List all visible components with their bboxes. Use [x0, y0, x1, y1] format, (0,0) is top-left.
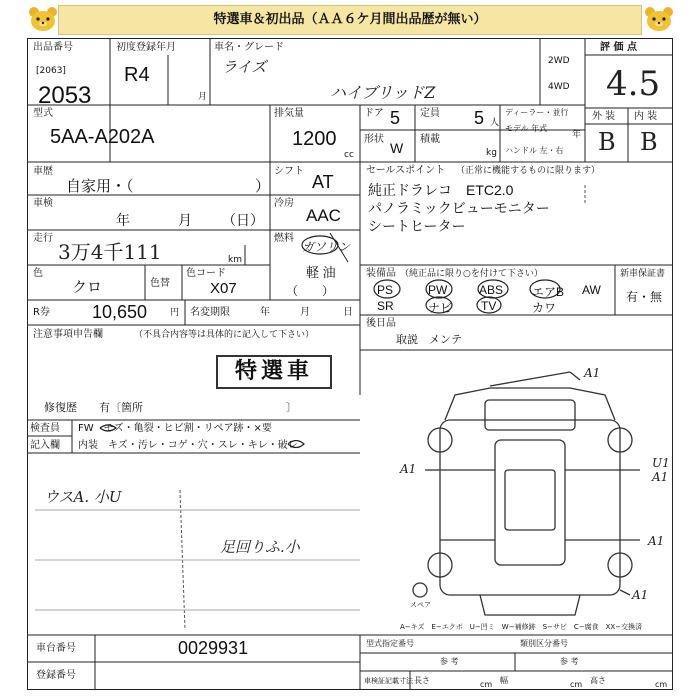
body-value: W — [390, 140, 404, 156]
equip-abs: ABS — [479, 283, 504, 297]
type-designation-label: 型式指定番号 — [366, 639, 414, 648]
model-year-unit: 年 — [572, 130, 582, 140]
notes-label: 注意事項申告欄 — [33, 329, 103, 340]
mileage-unit: km — [228, 255, 242, 265]
new-warranty-label: 新車保証書 — [620, 269, 666, 279]
shift-value: AT — [312, 172, 334, 192]
fuel-other: （ ） — [286, 284, 335, 298]
color-label: 色 — [33, 268, 43, 279]
damage-legend: A−キズ E−エクボ U−凹ミ W−補修跡 S−サビ C−腐食 XX−交換済 — [400, 623, 643, 631]
equip-airbag: エアB — [532, 285, 565, 299]
reg-limit-month: 月 — [300, 307, 310, 318]
damage-mark: A1 — [652, 470, 669, 484]
inspection-year: 年 — [116, 212, 130, 228]
class-number-label: 類別区分番号 — [520, 639, 568, 648]
door-label: ドア — [364, 108, 384, 119]
equip-ps: PS — [377, 283, 394, 297]
reg-limit-day: 日 — [343, 307, 353, 318]
car-diagram — [413, 372, 640, 615]
dimensions-label: 車検証記載寸法 — [364, 677, 413, 685]
length-label: 長さ — [414, 676, 430, 685]
banner-title: 特選車＆初出品（ＡＡ６ケ月間出品歴が無い） — [58, 5, 642, 35]
spare-label: スペア — [410, 601, 431, 609]
equip-aw: AW — [582, 283, 601, 297]
body-label: 形状 — [364, 134, 384, 145]
equip-pw: PW — [428, 283, 448, 297]
car-name-label: 車名・グレード — [214, 42, 284, 53]
inspector-row2: 内装 キズ・汚レ・コゲ・穴・スレ・キレ・破レ — [78, 440, 298, 451]
inspector-note-2: 足回りふ.小 — [220, 538, 300, 556]
new-warranty-value: 有・無 — [626, 290, 663, 304]
sales-points-label: セールスポイント — [366, 165, 446, 176]
inspector-label: 検査員 — [30, 423, 60, 434]
height-label: 高さ — [590, 676, 606, 685]
exterior-grade: B — [598, 128, 616, 156]
displacement-label: 排気量 — [274, 108, 304, 119]
first-reg-month-unit: 月 — [198, 92, 208, 102]
inspector-entry-label: 記入欄 — [30, 440, 60, 451]
history-value: 自家用・（ — [66, 178, 134, 195]
door-value: 5 — [390, 108, 401, 128]
post-items-value: 取説 メンテ — [396, 333, 462, 346]
car-name-value: ライズ — [222, 58, 267, 76]
inspection-day: （日） — [222, 212, 264, 228]
color-code: X07 — [210, 280, 237, 297]
color-value: クロ — [72, 279, 103, 296]
mileage-label: 走行 — [33, 233, 53, 244]
reg-limit-year: 年 — [260, 307, 270, 318]
width-unit: cm — [570, 680, 583, 689]
inspection-month: 月 — [178, 212, 192, 228]
chassis-label: 車台番号 — [36, 643, 76, 654]
length-unit: cm — [480, 680, 493, 689]
inspection-label: 車検 — [33, 198, 53, 209]
sales-point-item: 純正ドラレコ ETC2.0 — [368, 182, 514, 198]
damage-mark: A1 — [584, 366, 601, 380]
drive-4wd: 4WD — [548, 82, 570, 92]
history-label: 車歴 — [33, 166, 53, 177]
history-close: ） — [255, 178, 271, 195]
exterior-label: 外 装 — [592, 111, 616, 122]
lot-label: 出品番号 — [33, 42, 73, 53]
score-value: 4.5 — [606, 64, 661, 104]
fuel-label: 燃料 — [274, 233, 294, 244]
equip-navi: ナビ — [428, 301, 453, 315]
equip-leather: カワ — [532, 301, 557, 315]
recycle-unit: 円 — [170, 308, 180, 318]
load-label: 積載 — [420, 134, 440, 145]
recycle-label: R券 — [33, 307, 50, 318]
damage-mark: A1 — [632, 588, 649, 602]
sales-point-item: シートヒーター — [368, 218, 466, 234]
reference-2: 参 考 — [560, 657, 579, 666]
damage-mark: A1 — [400, 462, 417, 476]
recycle-value: 10,650 — [92, 302, 148, 322]
displacement-value: 1200 — [292, 128, 337, 150]
dealer-label: ディーラー・並行 — [505, 108, 569, 117]
reference-1: 参 考 — [440, 657, 459, 666]
color-code-label: 色コード — [186, 268, 226, 279]
model-year-label: モデル 年式 — [505, 124, 548, 133]
capacity-unit: 人 — [490, 118, 500, 128]
lot-number: 2053 — [38, 82, 92, 109]
drive-2wd: 2WD — [548, 56, 570, 66]
capacity-value: 5 — [474, 108, 485, 128]
fuel-diesel: 軽 油 — [306, 265, 336, 280]
height-unit: cm — [655, 680, 668, 689]
model-value: 5AA-A202A — [50, 126, 155, 148]
plate-label: 登録番号 — [36, 670, 76, 681]
interior-label: 内 装 — [634, 111, 658, 122]
damage-mark: U1 — [652, 456, 670, 470]
capacity-label: 定員 — [420, 108, 440, 119]
equip-sr: SR — [377, 299, 394, 313]
notes-sub: （不具合内容等は具体的に記入して下さい） — [134, 330, 315, 340]
width-label: 幅 — [500, 676, 508, 685]
repair-history: 修復歴 有〔箇所 〕 — [44, 401, 297, 414]
handle-label: ハンドル 左・右 — [505, 146, 564, 155]
load-unit: kg — [486, 148, 497, 158]
equip-tv: TV — [481, 299, 497, 313]
color-change-label: 色替 — [150, 278, 170, 289]
special-stamp: 特選車 — [216, 355, 332, 389]
car-grade-value: ハイブリッドZ — [330, 83, 436, 102]
mileage-value: 3万4千111 — [58, 240, 162, 264]
sales-point-item: パノラミックビューモニター — [368, 200, 550, 216]
chassis-value: 0029931 — [178, 638, 249, 658]
sales-points-sub: （正常に機能するものに限ります） — [456, 166, 601, 176]
first-reg-era: R4 — [124, 64, 150, 86]
equipment-label: 装備品 — [366, 268, 396, 279]
model-label: 型式 — [33, 108, 53, 119]
reg-limit-label: 名変期限 — [190, 307, 230, 318]
displacement-unit: cc — [344, 150, 354, 160]
score-label: 評 価 点 — [600, 42, 637, 53]
lot-sub: [2063] — [36, 66, 66, 76]
inspector-row1: FW モズ・亀裂・ヒビ割・リペア跡・×要 — [78, 423, 272, 434]
ac-value: AAC — [306, 206, 341, 225]
shift-label: シフト — [274, 166, 304, 177]
fuel-gas: ガソリン — [302, 240, 351, 254]
first-reg-label: 初度登録年月 — [116, 42, 176, 53]
equipment-sub: （純正品に限り○を付けて下さい） — [400, 269, 543, 279]
ac-label: 冷房 — [274, 198, 294, 209]
post-items-label: 後日品 — [366, 318, 396, 329]
inspector-note-1: ウスA. 小U — [44, 488, 122, 506]
interior-grade: B — [640, 128, 658, 156]
damage-mark: A1 — [648, 534, 665, 548]
